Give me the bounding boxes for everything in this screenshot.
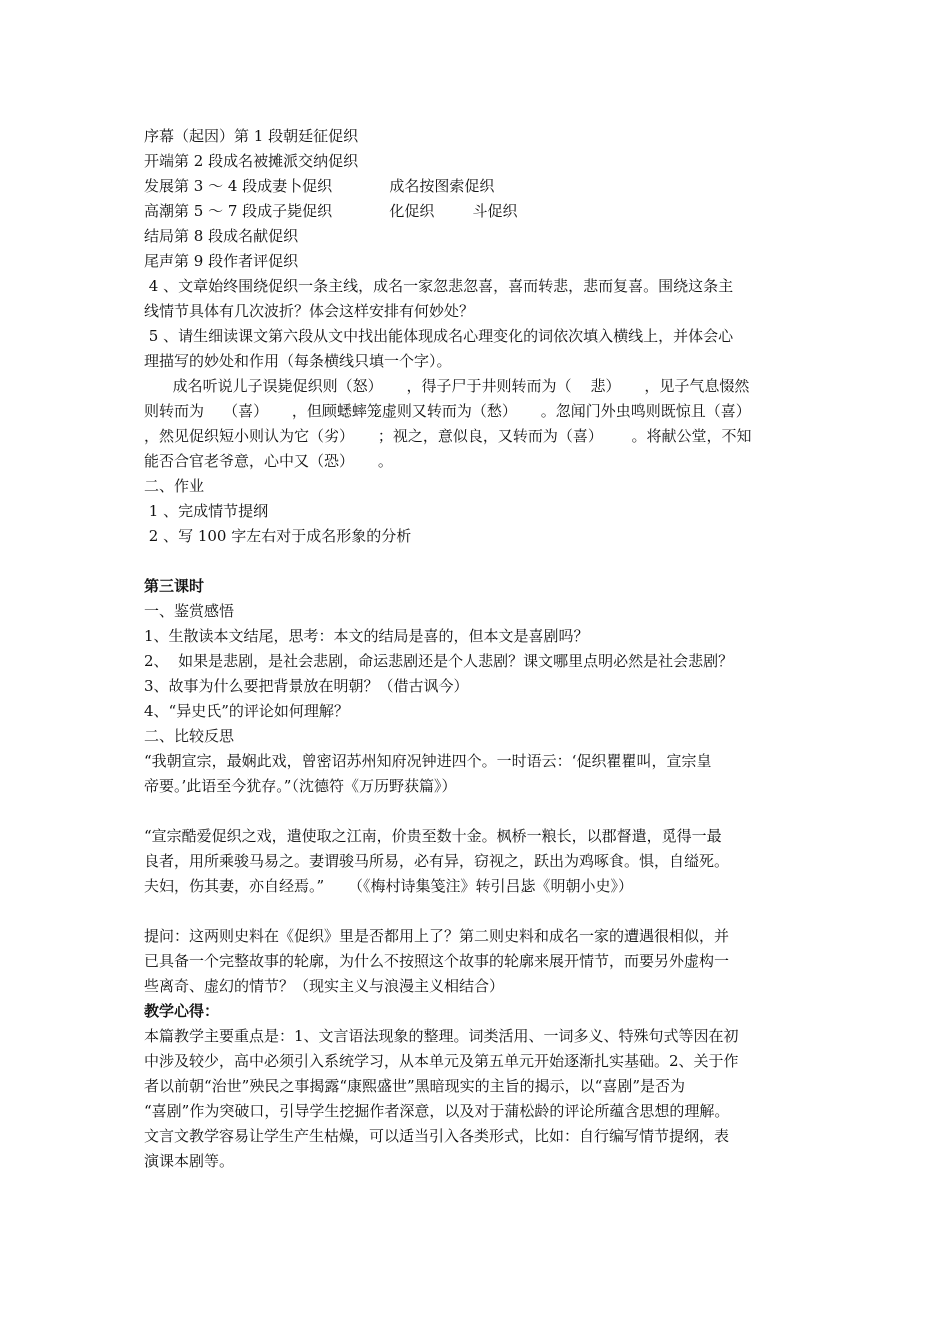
text-line: 良者，用所乘骏马易之。妻谓骏马所易，必有异，窃视之，跃出为鸡啄食。惧，自缢死。 (144, 852, 730, 870)
list-item: 1、生散读本文结尾，思考：本文的结局是喜的，但本文是喜剧吗？ (144, 627, 589, 645)
text-line: ，然见促织短小则认为它（劣） ；视之，意似良，又转而为（喜） 。将献公堂，不知 (144, 427, 752, 445)
text-line: 些离奇、虚幻的情节？（现实主义与浪漫主义相结合） (144, 977, 505, 995)
text-line: “宣宗酷爱促织之戏，遣使取之江南，价贵至数十金。枫桥一粮长，以郡督遣，觅得一最 (144, 827, 722, 845)
teaching-reflection (144, 1024, 814, 1174)
text-line: 夫妇，伤其妻，亦自经焉。” （《梅村诗集笺注》转引吕毖《明朝小史》） (144, 877, 634, 895)
list-item: 2、 如果是悲剧，是社会悲剧，命运悲剧还是个人悲剧？课文哪里点明必然是社会悲剧？ (144, 652, 734, 670)
appreciation-section (144, 599, 814, 749)
outline-line: 开端第 2 段成名被摊派交纳促织 (144, 152, 359, 170)
fill-in-paragraph (144, 374, 814, 474)
outline-line: 序幕（起因）第 1 段朝廷征促织 (144, 127, 359, 145)
text-line: 中涉及较少，高中必须引入系统学习，从本单元及第五单元开始逐渐扎实基础。2、关于作 (144, 1052, 739, 1070)
historical-quote-2 (144, 824, 814, 899)
plot-outline (144, 124, 814, 274)
reflection-title: 教学心得： (144, 1002, 220, 1020)
outline-line: 结局第 8 段成名献促织 (144, 227, 299, 245)
text-line: 成名听说儿子误毙促织则（怒） ，得子尸于井则转而为（ 悲） ，见子气息惙然 (144, 377, 750, 395)
outline-line: 发展第 3 ～ 4 段成妻卜促织 成名按图索促织 (144, 177, 495, 195)
list-item: 4、“异史氏”的评论如何理解？ (144, 702, 349, 720)
text-line: 本篇教学主要重点是：1、文言语法现象的整理。词类活用、一词多义、特殊句式等因在初 (144, 1027, 739, 1045)
text-line: 能否合官老爷意，心中又（恐） 。 (144, 452, 393, 470)
text-line: 理描写的妙处和作用（每条横线只填一个字）。 (144, 352, 452, 370)
text-line: 文言文教学容易让学生产生枯燥，可以适当引入各类形式，比如：自行编写情节提纲，表 (144, 1127, 730, 1145)
outline-line: 尾声第 9 段作者评促织 (144, 252, 299, 270)
text-line: “喜剧”作为突破口，引导学生挖掘作者深意，以及对于蒲松龄的评论所蕴含思想的理解。 (144, 1102, 730, 1120)
text-line: 5 、请生细读课文第六段从文中找出能体现成名心理变化的词依次填入横线上，并体会心 (144, 327, 734, 345)
text-line: 已具备一个完整故事的轮廓，为什么不按照这个故事的轮廓来展开情节，而要另外虚构一 (144, 952, 730, 970)
list-item: 2 、写 100 字左右对于成名形象的分析 (144, 527, 412, 545)
text-line: 帝要。’此语至今犹存。”（沈德符《万历野获篇》） (144, 777, 457, 795)
section-heading: 二、比较反思 (144, 727, 235, 745)
text-line: 4 、文章始终围绕促织一条主线，成名一家忽悲忽喜，喜而转悲，悲而复喜。围绕这条主 (144, 277, 734, 295)
text-line: 者以前朝“治世”殃民之事揭露“康熙盛世”黑暗现实的主旨的揭示，以“喜剧”是否为 (144, 1077, 686, 1095)
list-item: 3、故事为什么要把背景放在明朝？（借古讽今） (144, 677, 469, 695)
section-heading: 一、鉴赏感悟 (144, 602, 235, 620)
question-5 (144, 324, 814, 374)
homework-section (144, 474, 814, 549)
text-line: 线情节具体有几次波折？体会这样安排有何妙处？ (144, 302, 475, 320)
spacer (144, 899, 814, 924)
historical-quote-1 (144, 749, 814, 799)
text-line: 提问：这两则史料在《促织》里是否都用上了？第二则史料和成名一家的遭遇很相似，并 (144, 927, 730, 945)
outline-line: 高潮第 5 ～ 7 段成子毙促织 化促织 斗促织 (144, 202, 518, 220)
section-heading: 二、作业 (144, 477, 205, 495)
spacer (144, 799, 814, 824)
text-line: 则转而为 （喜） ，但顾蟋蟀笼虚则又转而为（愁） 。忽闻门外虫鸣则既惊且（喜） (144, 402, 751, 420)
discussion-question (144, 924, 814, 999)
lesson-3-title: 第三课时 (144, 577, 205, 595)
text-line: 演课本剧等。 (144, 1152, 235, 1170)
list-item: 1 、完成情节提纲 (144, 502, 269, 520)
question-4 (144, 274, 814, 324)
spacer (144, 549, 814, 574)
text-line: “我朝宣宗，最娴此戏，曾密诏苏州知府况钟进四个。一时语云：‘促织瞿瞿叫，宣宗皇 (144, 752, 712, 770)
document-page (144, 124, 814, 1174)
